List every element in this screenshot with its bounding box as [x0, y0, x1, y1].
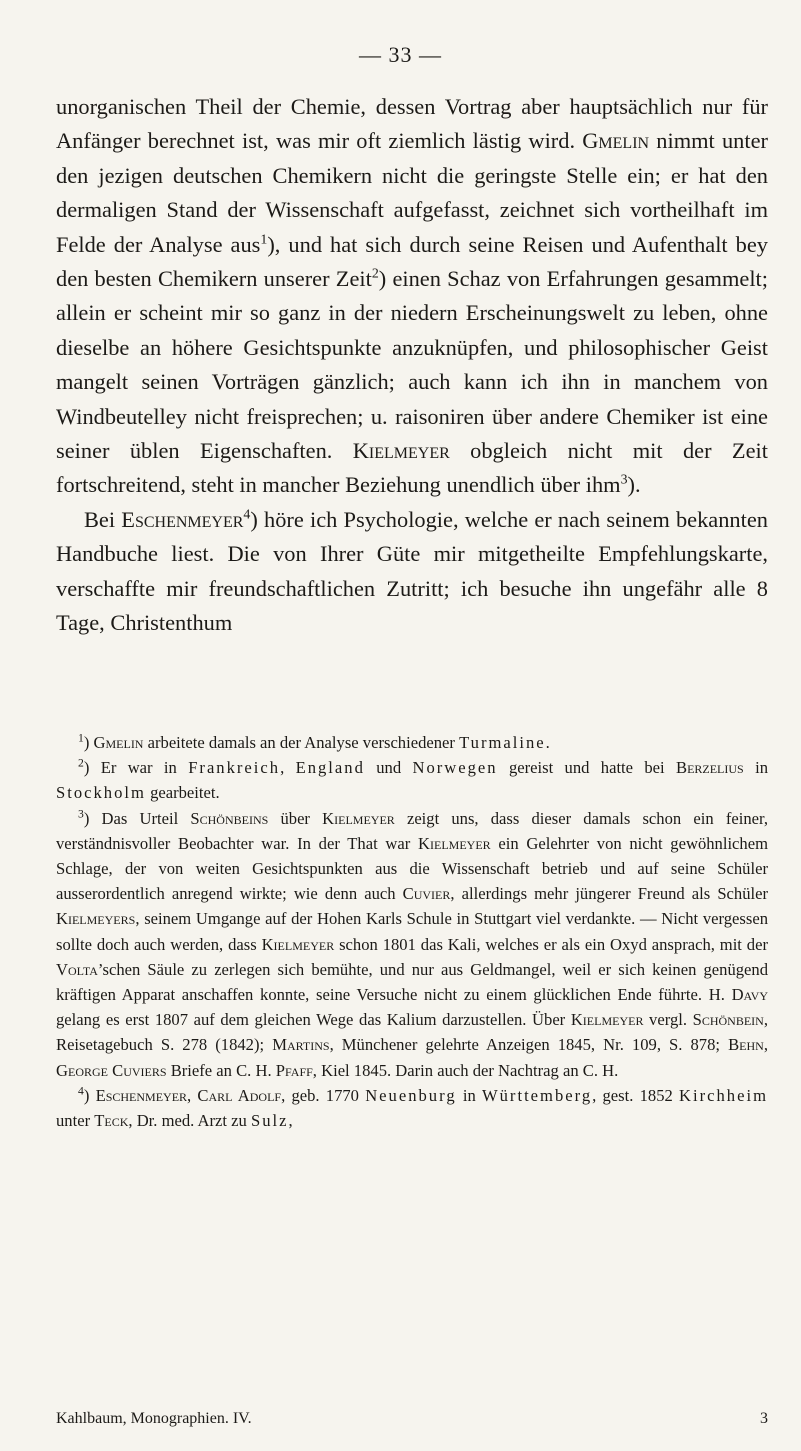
main-text [56, 90, 768, 641]
footnote-ref-3[interactable]: 3 [620, 473, 628, 488]
footnote-3: $^3$) Das Urteil Schönbeins über Kielmeyer zeigt uns, dass dieser damals schon ein feiner, verständnisvoller Beobachter war. In der That war Kielmeyer ein Gelehrter von nicht gewöhnlichem Schlage, der von weiten Gesichtspunkten aus die Wissenschaft betrieb und auf seine Schüler ausserordentlich anregend wirkte; wie denn auch Cuvier, allerdings mehr jüngerer Freund als Schüler Kielmeyers, seinem Umgange auf der Hohen Karls Schule in Stuttgart viel verdankte. — Nicht vergessen sollte doch auch werden, dass Kielmeyer schon 1801 das Kali, welches er als ein Oxyd ansprach, mit der Volta’schen Säule zu zerlegen sich bemühte, und nur aus Geldmangel, weil er sich keinen genügend kräftigen Apparat anschaffen konnte, seine Versuche nicht zu einem glücklichen Ende führte. H. Davy gelang es erst 1807 auf dem gleichen Wege das Kalium darzustellen. Über Kielmeyer vergl. Schönbein, Reisetagebuch S. 278 (1842); Martins, Münchener gelehrte Anzeigen 1845, Nr. 109, S. 878; Behn, George Cuviers Briefe an C. H. Pfaff, Kiel 1845. Darin auch der Nachtrag an C. H. [56, 807, 769, 1080]
series-title: Kahlbaum, Monographien. IV. [56, 1410, 252, 1427]
footnote-4: $^4$) Eschenmeyer, Carl Adolf, geb. 1770 Neuenburg in Württemberg, gest. 1852 Kirchheim unter Teck, Dr. med. Arzt zu Sulz, [56, 1084, 768, 1131]
footnote-ref-1[interactable]: 1 [260, 232, 268, 248]
name-eschenmeyer: Eschenmeyer [121, 506, 244, 532]
footnote-ref-2[interactable]: 2 [371, 266, 379, 282]
signature-mark: 3 [760, 1410, 768, 1427]
footnote-2: $^2$) Er war in Frankreich, England und Norwegen gereist und hatte bei Berzelius in Stockholm gearbeitet. [56, 756, 768, 803]
paragraph-1: unorganischen Theil der Chemie, dessen Vortrag aber hauptsächlich nur für Anfänger berechnet ist, was mir oft ziemlich lästig wird. Gmelin nimmt unter den jezigen deutschen Chemikern nicht die geringste Stelle ein; er hat den dermaligen Stand der Wissenschaft aufgefasst, zeichnet sich vortheilhaft im Felde der Analyse aus$^1$), und hat sich durch seine Reisen und Aufenthalt bey den besten Chemikern unserer Zeit$^2$) einen Schaz von Erfahrungen gesammelt; allein er scheint mir so ganz in der niedern Erscheinungswelt zu leben, ohne dieselbe an höhere Gesichtspunkte anzuknüpfen, und philosophischer Geist mangelt seinen Vorträgen gänzlich; auch kann ich ihn in manchem von Windbeutelley nicht freisprechen; u. raisoniren über andere Chemiker ist eine seiner üblen Eigenschaften. Kielmeyer obgleich nicht mit der Zeit fortschreitend, steht in mancher Beziehung unendlich über ihm$^3$). [56, 94, 769, 498]
name-kielmeyer: Kielmeyer [352, 438, 450, 464]
footnote-1: $^1$) Gmelin arbeitete damals an der Analyse verschiedener Turmaline. [78, 731, 550, 752]
page-footer [56, 1410, 768, 1428]
footnote-ref-4[interactable]: 4 [243, 507, 251, 523]
name-gmelin: Gmelin [582, 128, 650, 154]
paragraph-2: Bei Eschenmeyer$^4$) höre ich Psychologie, welche er nach seinem bekannten Handbuche liest. Die von Ihrer Güte mir mitgetheilte Empfehlungskarte, verschaffte mir freundschaftlichen Zutritt; ich besuche ihn ungefähr alle 8 Tage, Christenthum [56, 506, 768, 636]
page-number: — 33 — [359, 42, 442, 67]
footnotes [56, 730, 768, 1133]
